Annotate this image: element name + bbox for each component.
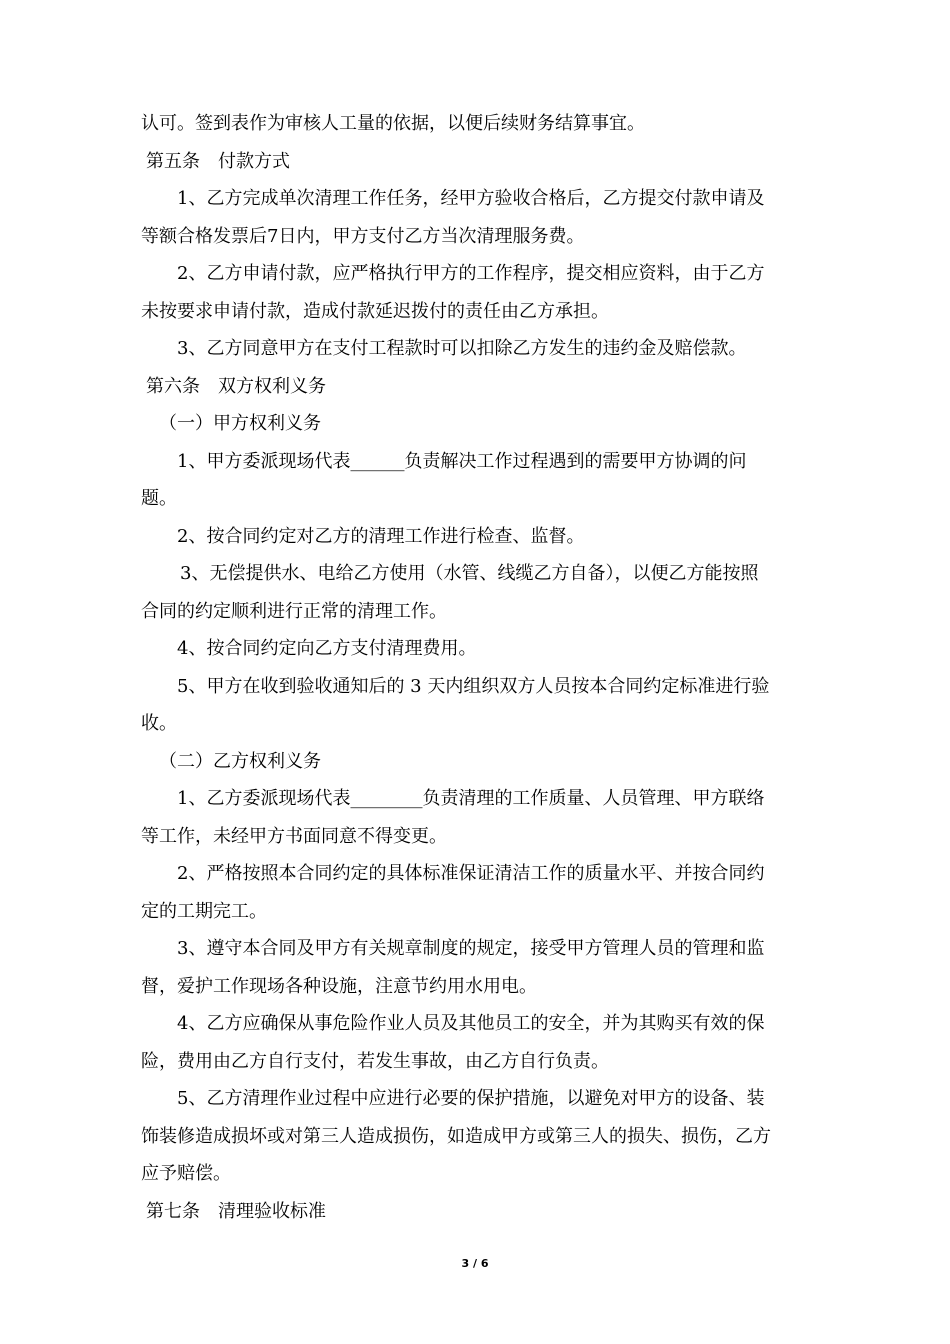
text-line: 1、甲方委派现场代表______负责解决工作过程遇到的需要甲方协调的问 — [177, 451, 747, 472]
text-line: 等额合格发票后7日内，甲方支付乙方当次清理服务费。 — [141, 226, 585, 247]
text-line: 未按要求申请付款，造成付款延迟拨付的责任由乙方承担。 — [141, 301, 609, 322]
text-line: 定的工期完工。 — [141, 901, 267, 922]
text-line: 应予赔偿。 — [141, 1163, 231, 1184]
text-line: 2、乙方申请付款，应严格执行甲方的工作程序，提交相应资料，由于乙方 — [177, 263, 765, 284]
text-line: 5、甲方在收到验收通知后的 3 天内组织双方人员按本合同约定标准进行验 — [177, 676, 770, 697]
text-line: 督，爱护工作现场各种设施，注意节约用水用电。 — [141, 976, 537, 997]
text-line: 3、乙方同意甲方在支付工程款时可以扣除乙方发生的违约金及赔偿款。 — [177, 338, 747, 359]
text-line: 2、严格按照本合同约定的具体标准保证清洁工作的质量水平、并按合同约 — [177, 863, 765, 884]
text-line: 1、乙方委派现场代表________负责清理的工作质量、人员管理、甲方联络 — [177, 788, 765, 809]
text-line: 险，费用由乙方自行支付，若发生事故，由乙方自行负责。 — [141, 1051, 609, 1072]
page-number: 3 / 6 — [461, 1257, 489, 1270]
text-line: 认可。签到表作为审核人工量的依据，以便后续财务结算事宜。 — [141, 113, 645, 134]
section-heading: 第五条 付款方式 — [146, 151, 290, 172]
text-line: 饰装修造成损坏或对第三人造成损伤，如造成甲方或第三人的损失、损伤，乙方 — [141, 1126, 771, 1147]
section-heading: 第六条 双方权利义务 — [146, 376, 326, 397]
text-line: 2、按合同约定对乙方的清理工作进行检查、监督。 — [177, 526, 585, 547]
text-line: 5、乙方清理作业过程中应进行必要的保护措施，以避免对甲方的设备、装 — [177, 1088, 765, 1109]
text-line: 3、遵守本合同及甲方有关规章制度的规定，接受甲方管理人员的管理和监 — [177, 938, 765, 959]
subsection-heading: （一）甲方权利义务 — [159, 413, 321, 434]
text-line: 3、无偿提供水、电给乙方使用（水管、线缆乙方自备），以便乙方能按照 — [180, 563, 759, 584]
text-line: 4、乙方应确保从事危险作业人员及其他员工的安全，并为其购买有效的保 — [177, 1013, 765, 1034]
section-heading: 第七条 清理验收标准 — [146, 1201, 326, 1222]
text-line: 收。 — [141, 713, 177, 734]
text-line: 合同的约定顺利进行正常的清理工作。 — [141, 601, 447, 622]
text-line: 4、按合同约定向乙方支付清理费用。 — [177, 638, 477, 659]
subsection-heading: （二）乙方权利义务 — [159, 751, 321, 772]
text-line: 题。 — [141, 488, 177, 509]
text-line: 1、乙方完成单次清理工作任务，经甲方验收合格后，乙方提交付款申请及 — [177, 188, 765, 209]
text-line: 等工作，未经甲方书面同意不得变更。 — [141, 826, 447, 847]
